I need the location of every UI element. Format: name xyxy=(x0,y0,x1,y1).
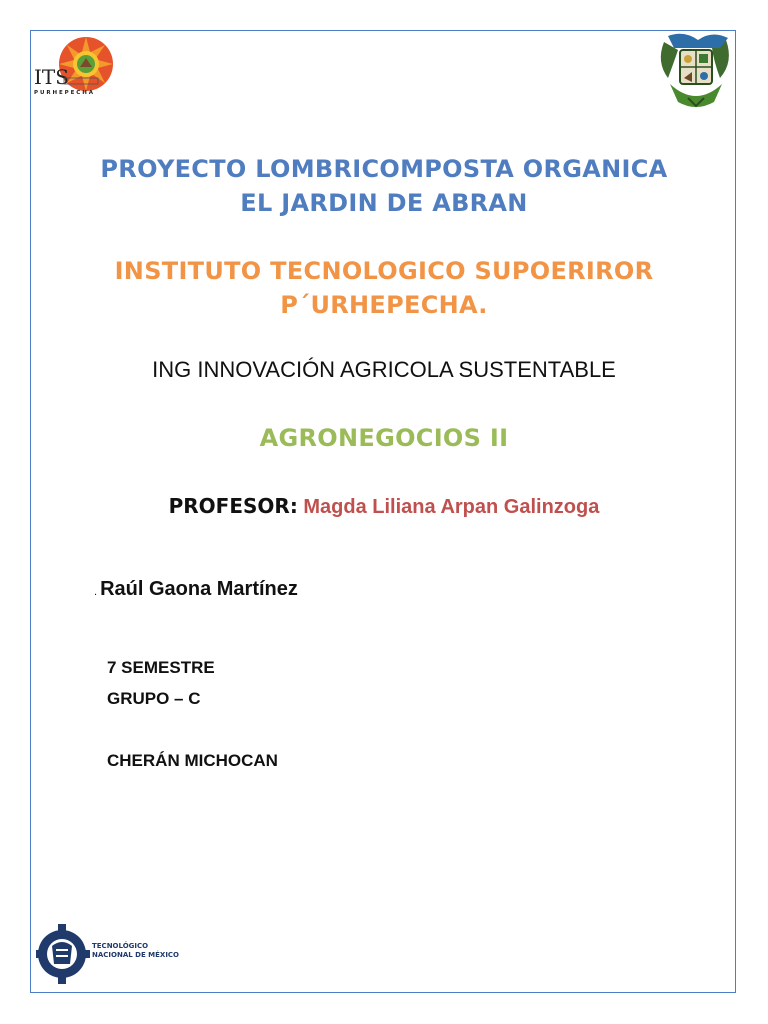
coat-of-arms-logo xyxy=(654,32,736,112)
institute-name-line1: INSTITUTO TECNOLOGICO SUPOERIROR xyxy=(114,257,654,285)
its-purhepecha-logo xyxy=(34,34,118,98)
student-prefix: . xyxy=(94,586,98,598)
professor-label: PROFESOR: xyxy=(168,494,298,518)
professor-name: Magda Liliana Arpan Galinzoga xyxy=(303,496,600,518)
tecnm-logo-line1: TECNOLÓGICO xyxy=(92,942,149,950)
institute-name-line2: P´URHEPECHA. xyxy=(280,291,488,319)
its-logo-caption: P U R H E P E C H A xyxy=(34,90,94,96)
tecnm-logo xyxy=(36,924,196,984)
professor-line xyxy=(0,494,768,519)
semester: 7 SEMESTRE xyxy=(107,658,215,677)
subject-name: AGRONEGOCIOS II xyxy=(259,424,509,452)
group: GRUPO – C xyxy=(107,689,201,708)
student-line xyxy=(94,578,298,601)
its-logo-text: ITS xyxy=(34,65,69,89)
student-name: Raúl Gaona Martínez xyxy=(100,578,298,600)
project-title-line1: PROYECTO LOMBRICOMPOSTA ORGANICA xyxy=(100,155,668,183)
tecnm-logo-text xyxy=(92,942,179,960)
project-title-line2: EL JARDIN DE ABRAN xyxy=(240,189,528,217)
tecnm-logo-line2: NACIONAL DE MÉXICO xyxy=(92,951,180,959)
project-title xyxy=(0,152,768,220)
city: CHERÁN MICHOCAN xyxy=(107,751,278,770)
career-name: ING INNOVACIÓN AGRICOLA SUSTENTABLE xyxy=(152,357,616,382)
institute-name xyxy=(0,254,768,322)
